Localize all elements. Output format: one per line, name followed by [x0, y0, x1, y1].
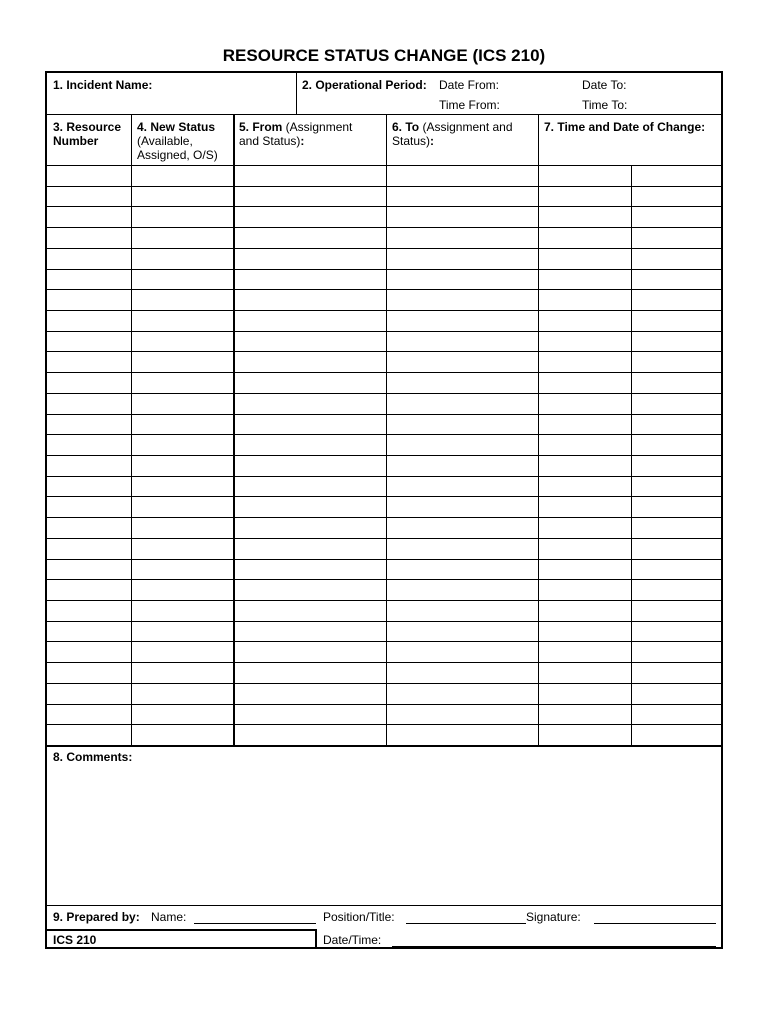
table-row[interactable] [47, 331, 721, 353]
table-row[interactable] [47, 248, 721, 270]
table-row[interactable] [47, 269, 721, 291]
signature-label: Signature: [526, 910, 581, 924]
table-row[interactable] [47, 434, 721, 456]
date-from-label: Date From: [439, 78, 500, 92]
table-row[interactable] [47, 227, 721, 249]
table-row[interactable] [47, 414, 721, 436]
to-header: 6. To (Assignment and Status): [392, 120, 513, 148]
date-to-label: Date To: [582, 78, 627, 92]
operational-period-label: 2. Operational Period: [302, 78, 427, 92]
table-row[interactable] [47, 662, 721, 684]
table-row[interactable] [47, 579, 721, 601]
table-row[interactable] [47, 704, 721, 726]
name-field[interactable] [194, 923, 316, 924]
comments-bottom-rule [47, 905, 721, 906]
date-time-field[interactable] [392, 946, 716, 947]
form-id: ICS 210 [53, 933, 97, 947]
time-to-label: Time To: [582, 98, 628, 112]
table-row[interactable] [47, 600, 721, 622]
form-id-top-rule [47, 929, 317, 931]
comments-label: 8. Comments: [53, 750, 133, 764]
table-row[interactable] [47, 372, 721, 394]
table-row[interactable] [47, 476, 721, 498]
time-date-header: 7. Time and Date of Change: [544, 120, 706, 134]
from-header: 5. From (Assignment and Status): [239, 120, 353, 148]
incident-name-label: 1. Incident Name: [53, 78, 153, 92]
name-label: Name: [151, 910, 187, 924]
table-row[interactable] [47, 559, 721, 581]
resource-number-header: 3. Resource Number [53, 120, 122, 148]
table-row[interactable] [47, 186, 721, 208]
table-row[interactable] [47, 517, 721, 539]
date-time-label: Date/Time: [323, 933, 382, 947]
table-row[interactable] [47, 621, 721, 643]
new-status-header: 4. New Status (Available, Assigned, O/S) [137, 120, 218, 162]
table-row[interactable] [47, 641, 721, 663]
time-from-label: Time From: [439, 98, 500, 112]
prepared-by-label: 9. Prepared by: [53, 910, 140, 924]
signature-field[interactable] [594, 923, 716, 924]
table-row[interactable] [47, 289, 721, 311]
header-bottom-rule [47, 114, 721, 115]
position-title-label: Position/Title: [323, 910, 395, 924]
table-row[interactable] [47, 393, 721, 415]
table-row[interactable] [47, 165, 721, 187]
table-row[interactable] [47, 206, 721, 228]
table-row[interactable] [47, 455, 721, 477]
form-title: RESOURCE STATUS CHANGE (ICS 210) [222, 46, 546, 65]
header-divider [296, 73, 297, 114]
table-row[interactable] [47, 496, 721, 518]
comments-field[interactable] [51, 769, 717, 903]
ics-210-form [45, 71, 723, 949]
table-row[interactable] [47, 724, 721, 746]
table-row[interactable] [47, 351, 721, 373]
table-row[interactable] [47, 538, 721, 560]
grid-bottom-rule [47, 745, 721, 747]
position-title-field[interactable] [406, 923, 526, 924]
form-id-divider [315, 929, 317, 949]
table-row[interactable] [47, 683, 721, 705]
table-row[interactable] [47, 310, 721, 332]
